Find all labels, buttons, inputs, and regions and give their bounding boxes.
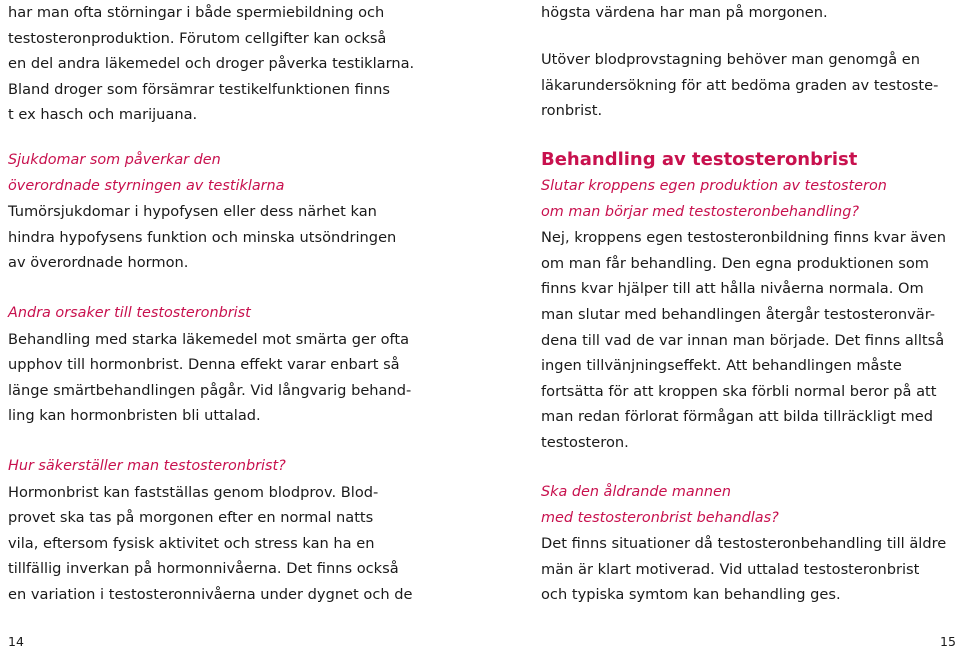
text-line: Bland droger som försämrar testikelfunktionen finns (8, 80, 390, 98)
text-line: länge smärtbehandlingen pågår. Vid långvarig behand- (8, 381, 412, 399)
section-heading: Ska den åldrande mannen (541, 484, 731, 500)
question-own-production (541, 174, 946, 456)
section-title (541, 147, 857, 173)
text-line: ling kan hormonbristen bli uttalad. (8, 407, 261, 425)
section-heading: Slutar kroppens egen produktion av testosteron (541, 178, 887, 194)
text-line: Det finns situationer då testosteronbehandling till äldre (541, 535, 947, 553)
section-heading: med testosteronbrist behandlas? (541, 509, 779, 526)
text-line: testosteronproduktion. Förutom cellgifter kan också (8, 29, 387, 47)
text-line: om man får behandling. Den egna produktionen som (541, 254, 929, 272)
text-line: en variation i testosteronnivåerna under dygnet och de (8, 585, 413, 603)
text-line: läkarundersökning för att bedöma graden av testoste- (541, 76, 939, 94)
page-number-left: 14 (8, 634, 24, 649)
text-line: män är klart motiverad. Vid uttalad testosteronbrist (541, 560, 920, 578)
text-line: tillfällig inverkan på hormonnivåerna. Det finns också (8, 560, 399, 578)
text-line: t ex hasch och marijuana. (8, 106, 198, 124)
text-line: man slutar med behandlingen återgår testosteronvär- (541, 305, 936, 323)
text-line: provet ska tas på morgonen efter en normal natts (8, 509, 374, 527)
text-line: ronbrist. (541, 102, 603, 120)
text-line: man redan förlorat förmågan att bilda tillräckligt med (541, 408, 933, 426)
section-pituitary (8, 148, 396, 276)
text-line: upphov till hormonbrist. Denna effekt varar enbart så (8, 356, 400, 374)
section-heading: Sjukdomar som påverkar den (8, 152, 221, 168)
section-diagnosis (8, 454, 413, 608)
text-line: dena till vad de var innan man började. Det finns alltså (541, 331, 945, 349)
text-line: ingen tillvänjningseffekt. Att behandlingen måste (541, 357, 902, 375)
text-line: en del andra läkemedel och droger påverka testiklarna. (8, 55, 415, 73)
intro-paragraph (8, 0, 414, 128)
question-aging-man (541, 480, 946, 608)
text-line: testosteron. (541, 433, 629, 451)
page-section-title: Behandling av testosteronbrist (541, 149, 858, 170)
text-line: och typiska symtom kan behandling ges. (541, 586, 841, 604)
text-line: fortsätta för att kroppen ska förbli normal beror på att (541, 382, 937, 400)
text-line: Behandling med starka läkemedel mot smärta ger ofta (8, 330, 410, 348)
section-heading: Andra orsaker till testosteronbrist (8, 305, 251, 321)
text-line: har man ofta störningar i både spermiebildning och (8, 4, 385, 21)
text-line: av överordnade hormon. (8, 254, 189, 272)
section-heading: om man börjar med testosteronbehandling? (541, 203, 860, 220)
text-line: Nej, kroppens egen testosteronbildning finns kvar även (541, 229, 947, 247)
text-line: Hormonbrist kan fastställas genom blodprov. Blod- (8, 483, 379, 501)
text-line: Tumörsjukdomar i hypofysen eller dess närhet kan (8, 203, 377, 221)
section-heading: Hur säkerställer man testosteronbrist? (8, 458, 286, 474)
text-line: finns kvar hjälper till att hålla nivåerna normala. Om (541, 280, 924, 298)
section-other-causes (8, 301, 411, 429)
text-line: Utöver blodprovstagning behöver man genomgå en (541, 51, 921, 68)
section-heading: överordnade styrningen av testiklarna (8, 177, 285, 194)
text-line: vila, eftersom fysisk aktivitet och stress kan ha en (8, 534, 375, 552)
text-line: hindra hypofysens funktion och minska utsöndringen (8, 228, 397, 246)
examination-paragraph (541, 47, 938, 124)
text-line: högsta värdena har man på morgonen. (541, 4, 828, 21)
page-number-right: 15 (940, 634, 956, 649)
intro-paragraph (541, 0, 828, 26)
